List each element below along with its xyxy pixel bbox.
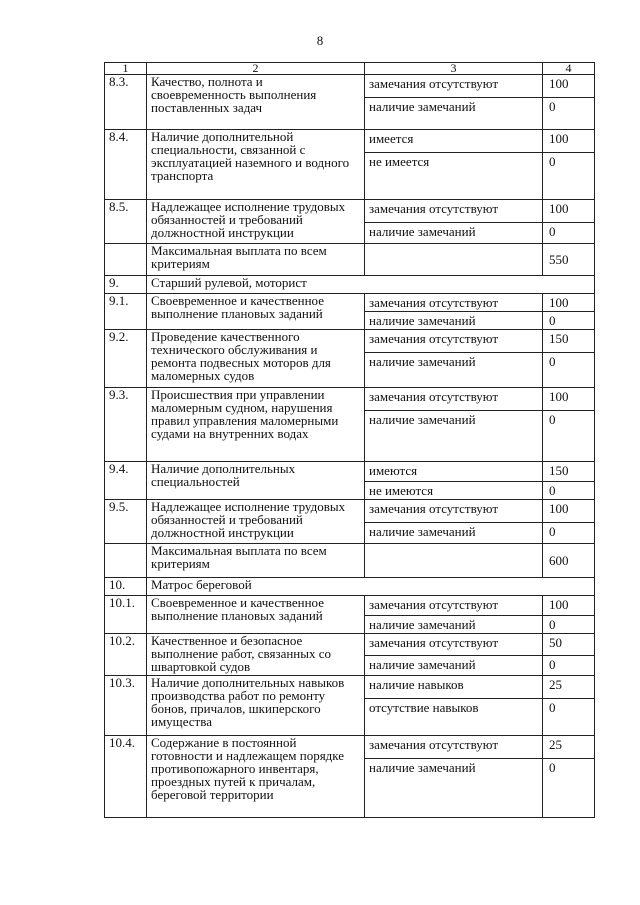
score-cell bbox=[543, 388, 595, 462]
criterion-text: Содержание в постоянной готовности и надлежащем порядке противопожарного инвентаря, проездных путей к причалам, береговой территории bbox=[147, 736, 365, 818]
criterion-text: Надлежащее исполнение трудовых обязанностей и требований должностной инструкции bbox=[147, 500, 365, 544]
score-value: 0 bbox=[543, 615, 594, 633]
item-number: 10.2. bbox=[105, 634, 147, 676]
condition-label: замечания отсутствуют bbox=[369, 597, 499, 612]
item-number: 8.4. bbox=[105, 130, 147, 200]
table-row bbox=[105, 75, 595, 130]
section-title: Матрос береговой bbox=[147, 578, 595, 596]
empty-cell bbox=[105, 244, 147, 276]
condition-label: наличие замечаний bbox=[365, 522, 542, 540]
score-cell bbox=[543, 596, 595, 634]
condition-cell bbox=[365, 330, 543, 388]
item-number: 10.4. bbox=[105, 736, 147, 818]
condition-label: не имеются bbox=[365, 481, 542, 499]
item-number: 10.1. bbox=[105, 596, 147, 634]
condition-cell bbox=[365, 462, 543, 500]
score-value: 0 bbox=[543, 311, 594, 329]
table-row bbox=[105, 276, 595, 294]
condition-cell bbox=[365, 294, 543, 330]
table-row bbox=[105, 462, 595, 500]
score-value: 25 bbox=[549, 737, 562, 752]
criterion-text: Своевременное и качественное выполнение плановых заданий bbox=[147, 596, 365, 634]
condition-label: наличие замечаний bbox=[365, 97, 542, 115]
condition-label: замечания отсутствуют bbox=[369, 331, 499, 346]
criterion-text: Наличие дополнительной специальности, связанной с эксплуатацией наземного и водного транспорта bbox=[147, 130, 365, 200]
condition-cell bbox=[365, 676, 543, 736]
score-value: 0 bbox=[543, 655, 594, 673]
score-value: 100 bbox=[549, 201, 569, 216]
condition-cell bbox=[365, 634, 543, 676]
score-value: 50 bbox=[549, 635, 562, 650]
condition-label: наличие замечаний bbox=[365, 352, 542, 370]
condition-label: наличие замечаний bbox=[365, 758, 542, 776]
score-value: 0 bbox=[543, 152, 594, 170]
table-row bbox=[105, 544, 595, 578]
score-cell bbox=[543, 330, 595, 388]
empty-cell bbox=[365, 244, 543, 276]
table-row bbox=[105, 200, 595, 244]
page-number: 8 bbox=[316, 33, 324, 48]
criterion-text: Своевременное и качественное выполнение плановых заданий bbox=[147, 294, 365, 330]
score-value: 100 bbox=[549, 76, 569, 91]
score-value: 0 bbox=[543, 410, 594, 428]
score-cell bbox=[543, 676, 595, 736]
condition-label: замечания отсутствуют bbox=[369, 737, 499, 752]
header-cell: 4 bbox=[543, 63, 595, 75]
condition-label: наличие навыков bbox=[369, 677, 464, 692]
score-value: 0 bbox=[543, 352, 594, 370]
score-value: 0 bbox=[543, 481, 594, 499]
table-row bbox=[105, 634, 595, 676]
header-cell: 2 bbox=[147, 63, 365, 75]
max-payment-value: 550 bbox=[543, 244, 595, 276]
empty-cell bbox=[365, 544, 543, 578]
condition-cell bbox=[365, 75, 543, 130]
score-cell bbox=[543, 130, 595, 200]
condition-label: замечания отсутствуют bbox=[369, 295, 499, 310]
item-number: 8.3. bbox=[105, 75, 147, 130]
table-row bbox=[105, 500, 595, 544]
condition-label: замечания отсутствуют bbox=[369, 201, 499, 216]
table-row bbox=[105, 736, 595, 818]
score-cell bbox=[543, 75, 595, 130]
max-payment-label: Максимальная выплата по всем критериям bbox=[147, 244, 365, 276]
criterion-text: Наличие дополнительных специальностей bbox=[147, 462, 365, 500]
max-payment-value: 600 bbox=[543, 544, 595, 578]
section-number: 9. bbox=[105, 276, 147, 294]
score-value: 100 bbox=[549, 389, 569, 404]
criterion-text: Надлежащее исполнение трудовых обязанностей и требований должностной инструкции bbox=[147, 200, 365, 244]
score-cell bbox=[543, 294, 595, 330]
condition-cell bbox=[365, 596, 543, 634]
condition-label: имеются bbox=[369, 463, 418, 478]
table-row bbox=[105, 330, 595, 388]
criterion-text: Качественное и безопасное выполнение работ, связанных со швартовкой судов bbox=[147, 634, 365, 676]
score-value: 100 bbox=[549, 295, 569, 310]
table-row bbox=[105, 294, 595, 330]
score-value: 150 bbox=[549, 331, 569, 346]
score-value: 100 bbox=[549, 501, 569, 516]
condition-label: наличие замечаний bbox=[365, 410, 542, 428]
max-payment-label: Максимальная выплата по всем критериям bbox=[147, 544, 365, 578]
table-row bbox=[105, 388, 595, 462]
section-title: Старший рулевой, моторист bbox=[147, 276, 595, 294]
table-row bbox=[105, 244, 595, 276]
score-value: 100 bbox=[549, 131, 569, 146]
criterion-text: Наличие дополнительных навыков производства работ по ремонту бонов, причалов, шкиперского имущества bbox=[147, 676, 365, 736]
score-cell bbox=[543, 462, 595, 500]
table-row bbox=[105, 676, 595, 736]
score-cell bbox=[543, 634, 595, 676]
score-value: 150 bbox=[549, 463, 569, 478]
condition-label: наличие замечаний bbox=[365, 311, 542, 329]
condition-label: замечания отсутствуют bbox=[369, 501, 499, 516]
condition-label: замечания отсутствуют bbox=[369, 389, 499, 404]
condition-cell bbox=[365, 500, 543, 544]
condition-cell bbox=[365, 388, 543, 462]
score-cell bbox=[543, 200, 595, 244]
section-number: 10. bbox=[105, 578, 147, 596]
empty-cell bbox=[105, 544, 147, 578]
score-value: 0 bbox=[543, 222, 594, 240]
item-number: 9.1. bbox=[105, 294, 147, 330]
score-value: 25 bbox=[549, 677, 562, 692]
condition-label: наличие замечаний bbox=[365, 615, 542, 633]
item-number: 9.4. bbox=[105, 462, 147, 500]
header-cell: 3 bbox=[365, 63, 543, 75]
criteria-table bbox=[104, 62, 595, 818]
condition-cell bbox=[365, 736, 543, 818]
item-number: 9.5. bbox=[105, 500, 147, 544]
item-number: 9.2. bbox=[105, 330, 147, 388]
score-value: 100 bbox=[549, 597, 569, 612]
condition-label: имеется bbox=[369, 131, 414, 146]
condition-label: наличие замечаний bbox=[365, 222, 542, 240]
score-cell bbox=[543, 500, 595, 544]
criterion-text: Качество, полнота и своевременность выполнения поставленных задач bbox=[147, 75, 365, 130]
score-cell bbox=[543, 736, 595, 818]
score-value: 0 bbox=[543, 758, 594, 776]
score-value: 0 bbox=[543, 97, 594, 115]
header-cell: 1 bbox=[105, 63, 147, 75]
table-row bbox=[105, 596, 595, 634]
condition-label: замечания отсутствуют bbox=[369, 635, 499, 650]
item-number: 10.3. bbox=[105, 676, 147, 736]
criterion-text: Проведение качественного технического обслуживания и ремонта подвесных моторов для маломерных судов bbox=[147, 330, 365, 388]
condition-label: не имеется bbox=[365, 152, 542, 170]
condition-label: замечания отсутствуют bbox=[369, 76, 499, 91]
score-value: 0 bbox=[543, 522, 594, 540]
table-row bbox=[105, 578, 595, 596]
condition-label: наличие замечаний bbox=[365, 655, 542, 673]
condition-cell bbox=[365, 200, 543, 244]
item-number: 8.5. bbox=[105, 200, 147, 244]
table-row bbox=[105, 130, 595, 200]
table-header-row bbox=[105, 63, 595, 75]
item-number: 9.3. bbox=[105, 388, 147, 462]
condition-label: отсутствие навыков bbox=[365, 698, 542, 716]
criterion-text: Происшествия при управлении маломерным судном, нарушения правил управления маломерными судами на внутренних водах bbox=[147, 388, 365, 462]
score-value: 0 bbox=[543, 698, 594, 716]
condition-cell bbox=[365, 130, 543, 200]
